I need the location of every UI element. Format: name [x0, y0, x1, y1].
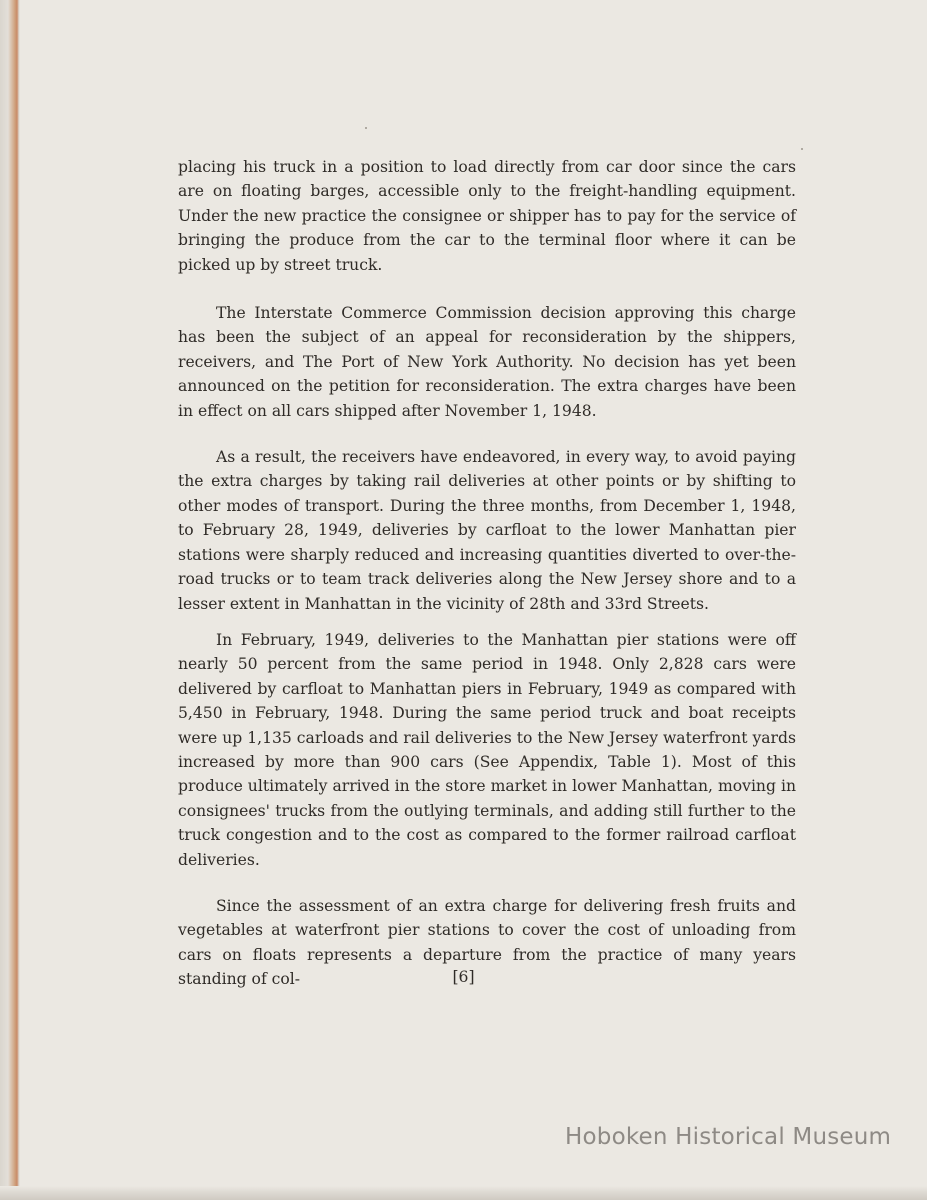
paragraph-2: The Interstate Commerce Commission decision approving this charge has been the subject of an appeal for reconsideration by the shippers, receivers, and The Port of New York Authority. No decision has yet been announced on the petition for reconsideration. The extra charges have been in effect on all cars shipped after November 1, 1948.: [178, 304, 796, 420]
page-bottom-edge: [0, 1186, 927, 1200]
paragraph-5: Since the assessment of an extra charge for delivering fresh fruits and vegetables at waterfront pier stations to cover the cost of unloading from cars on floats represents a departure from the practice of many years standing of col-: [178, 896, 796, 989]
paragraph-4: In February, 1949, deliveries to the Manhattan pier stations were off nearly 50 percent from the same period in 1948. Only 2,828 cars were delivered by carfloat to Manhattan piers in February, 1949 as compared with 5,450 in February, 1948. During the same period truck and boat receipts were up 1,135 carloads and rail deliveries to the New Jersey waterfront yards increased by more than 900 cars (See Appendix, Table 1). Most of this produce ultimately arrived in the store market in lower Manhattan, moving in consignees' trucks from the outlying terminals, and adding still further to the truck congestion and to the cost as compared to the former railroad carfloat deliveries.: [178, 630, 796, 869]
paper-speck: [365, 127, 367, 129]
paragraph-3: As a result, the receivers have endeavored, in every way, to avoid paying the extra charges by taking rail deliveries at other points or by shifting to other modes of transport. During the three months, from December 1, 1948, to February 28, 1949, deliveries by carfloat to the lower Manhattan pier stations were sharply reduced and increasing quantities diverted to over-the-road trucks or to team track deliveries along the New Jersey shore and to a lesser extent in Manhattan in the vicinity of 28th and 33rd Streets.: [178, 448, 796, 613]
body-text: [178, 155, 796, 992]
paper-speck: [801, 148, 803, 150]
page-number: [6]: [452, 968, 475, 986]
museum-watermark: Hoboken Historical Museum: [565, 1124, 892, 1150]
page-spine-edge: [0, 0, 20, 1200]
paragraph-1: placing his truck in a position to load directly from car door since the cars are on floating barges, accessible only to the freight-handling equipment. Under the new practice the consignee or shipper has to pay for the service of bringing the produce from the car to the terminal floor where it can be picked up by street truck.: [178, 158, 796, 274]
